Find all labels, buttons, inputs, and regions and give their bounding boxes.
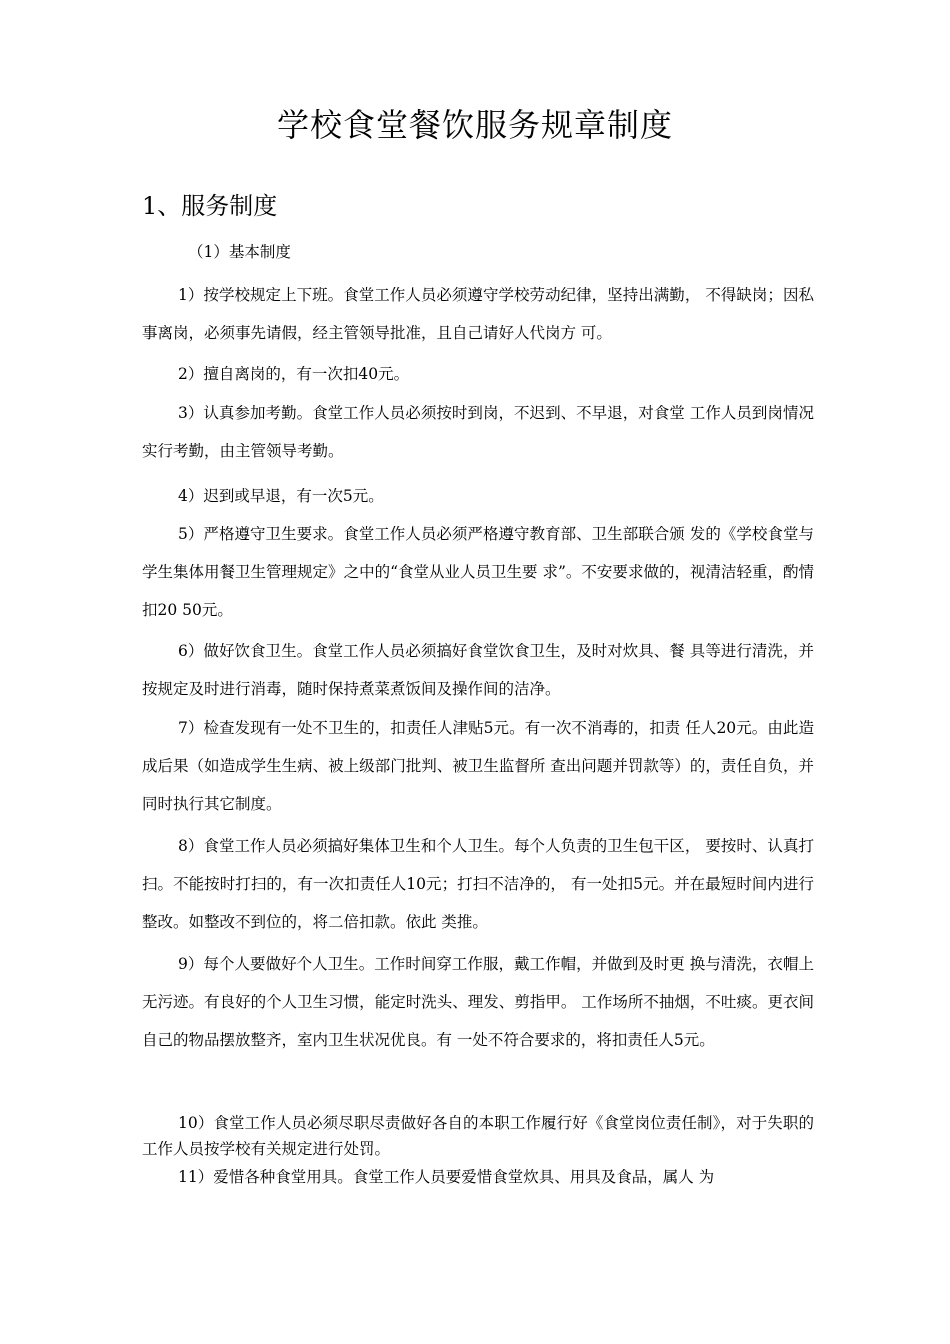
paragraph-rule-10: 10）食堂工作人员必须尽职尽责做好各自的本职工作履行好《食堂岗位责任制》，对于失职的工作人员按学校有关规定进行处罚。 <box>142 1114 814 1158</box>
paragraph-rule-5: 5）严格遵守卫生要求。食堂工作人员必须严格遵守教育部、卫生部联合颁 发的《学校食堂与学生集体用餐卫生管理规定》之中的“食堂从业人员卫生要 求”。不安要求做的，视清洁轻重，酌情扣20 50元。 <box>142 525 814 619</box>
paragraph-rule-7: 7）检查发现有一处不卫生的，扣责任人津贴5元。有一次不消毒的，扣责 任人20元。由此造成后果（如造成学生生病、被上级部门批判、被卫生监督所 查出问题并罚款等）的，责任自负，并同时执行其它制度。 <box>142 719 814 813</box>
paragraph-rule-9: 9）每个人要做好个人卫生。工作时间穿工作服，戴工作帽，并做到及时更 换与清洗，衣帽上无污迹。有良好的个人卫生习惯，能定时洗头、理发、剪指甲。 工作场所不抽烟，不吐痰。更衣间自己的物品摆放整齐，室内卫生状况优良。有 一处不符合要求的，将扣责任人5元。 <box>142 955 814 1049</box>
paragraph-rule-2: 2）擅自离岗的，有一次扣40元。 <box>178 365 410 383</box>
paragraph-rule-11: 11）爱惜各种食堂用具。食堂工作人员要爱惜食堂炊具、用具及食品，属人 为 <box>178 1168 715 1186</box>
paragraph-rule-8: 8）食堂工作人员必须搞好集体卫生和个人卫生。每个人负责的卫生包干区， 要按时、认真打扫。不能按时打扫的，有一次扣责任人10元；打扫不洁净的， 有一处扣5元。并在最短时间内进行整改。如整改不到位的，将二倍扣款。依此 类推。 <box>142 837 814 931</box>
paragraph-rule-6: 6）做好饮食卫生。食堂工作人员必须搞好食堂饮食卫生，及时对炊具、餐 具等进行清洗，并按规定及时进行消毒，随时保持煮菜煮饭间及操作间的洁净。 <box>142 642 814 698</box>
document-title: 学校食堂餐饮服务规章制度 <box>276 106 673 144</box>
paragraph-rule-1: 1）按学校规定上下班。食堂工作人员必须遵守学校劳动纪律，坚持出满勤， 不得缺岗；因私事离岗，必须事先请假，经主管领导批准，且自己请好人代岗方 可。 <box>142 286 814 342</box>
paragraph-rule-4: 4）迟到或早退，有一次5元。 <box>178 487 384 505</box>
section-heading: 1、服务制度 <box>142 192 278 220</box>
paragraph-rule-3: 3）认真参加考勤。食堂工作人员必须按时到岗，不迟到、不早退，对食堂 工作人员到岗情况实行考勤，由主管领导考勤。 <box>142 404 814 460</box>
subsection-heading: （1）基本制度 <box>188 243 291 261</box>
